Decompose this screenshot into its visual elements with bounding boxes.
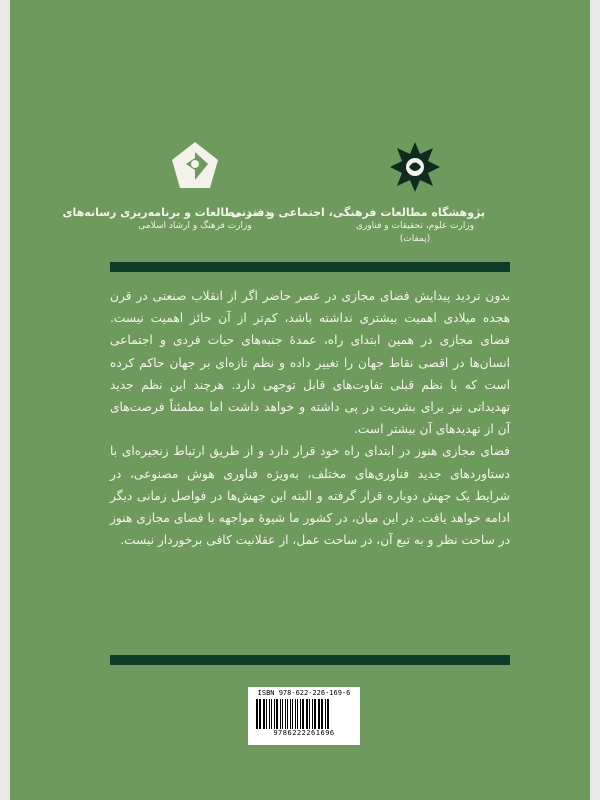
barcode-bar [302, 699, 304, 729]
barcode-bar [271, 699, 272, 729]
barcode-bar [269, 699, 270, 729]
isbn-barcode [248, 687, 360, 745]
barcode-bar [309, 699, 310, 729]
barcode-bar [259, 699, 261, 729]
ministry-culture-emblem-icon [168, 140, 222, 194]
publisher-left-ministry: وزارت فرهنگ و ارشاد اسلامی [138, 221, 252, 231]
barcode-digits: 9786222261696 [273, 729, 335, 737]
divider-band-bottom [110, 655, 510, 665]
publisher-right-name: پژوهشگاه مطالعات فرهنگی، اجتماعی و تمدنی [230, 206, 485, 219]
publisher-right-ministry: وزارت علوم، تحقیقات و فناوری [355, 221, 475, 231]
blurb-text [110, 285, 510, 551]
isbn-label: ISBN 978-622-226-169-6 [257, 689, 351, 697]
barcode-bar [292, 699, 293, 729]
research-institute-emblem-icon [388, 140, 442, 194]
barcode-bar [321, 699, 323, 729]
publisher-right-acronym: (پمفات) [399, 234, 431, 244]
barcode-bar [327, 699, 329, 729]
book-back-cover [10, 0, 590, 800]
blurb-paragraph-1: بدون تردید پیدایش فضای مجازی در عصر حاضر اگر از انقلاب صنعتی در قرن هجده میلادی اهمیت بیشتری نداشته باشد، کم‌تر از آن حائز اهمیت نیست. فضای مجازی در همین ابتدای راه، عمدهٔ جنبه‌های حیات فردی و اجتماعی انسان‌ها در اقصی نقاط جهان را تغییر داده و نظم تازه‌ای بر جهان حاکم کرده است که با نظم قبلی تفاوت‌های قابل توجهی دارد. هرچند این نظم جدید تهدیداتی نیز برای بشریت در پی داشته و خواهد داشت اما مطمئناً فرصت‌های آن از تهدیدهای آن بیشتر است. [110, 289, 510, 437]
barcode-bar [263, 699, 265, 729]
barcode-bar [297, 699, 298, 729]
barcode-bar [312, 699, 313, 729]
blurb-paragraph-2: فضای مجازی هنوز در ابتدای راه خود قرار دارد و از طریق ارتباط زنجیره‌ای با دستاوردهای جدید فناوری‌های مختلف، به‌ویژه فناوری هوش مصنوعی، در شرایط یک جهش دوباره قرار گرفته و البته این جهش‌ها در فواصل زمانی دیگر ادامه خواهد یافت. در این میان، در کشور ما شیوهٔ مواجهه با فضای مجازی هنوز در ساحت نظر و به تبع آن، در ساحت عمل، از عقلانیت کافی برخوردار نیست. [110, 444, 510, 548]
publisher-logo-right [230, 140, 485, 246]
barcode-bars [254, 699, 354, 729]
barcode-bar [285, 699, 286, 729]
barcode-bar [295, 699, 296, 729]
publisher-left-name: دفتر مطالعات و برنامه‌ریزی رسانه‌های [62, 206, 270, 219]
barcode-bar [290, 699, 291, 729]
page-edge-right [590, 0, 600, 800]
barcode-bar [287, 699, 288, 729]
barcode-bar [300, 699, 301, 729]
barcode-bar [256, 699, 258, 729]
barcode-bar [276, 699, 278, 729]
barcode-bar [318, 699, 320, 729]
page-edge-left [0, 0, 10, 800]
barcode-bar [266, 699, 267, 729]
divider-band-top [110, 262, 510, 272]
barcode-bar [282, 699, 283, 729]
barcode-bar [274, 699, 275, 729]
barcode-bar [306, 699, 308, 729]
barcode-bar [325, 699, 326, 729]
barcode-bar [314, 699, 316, 729]
barcode-bar [280, 699, 281, 729]
